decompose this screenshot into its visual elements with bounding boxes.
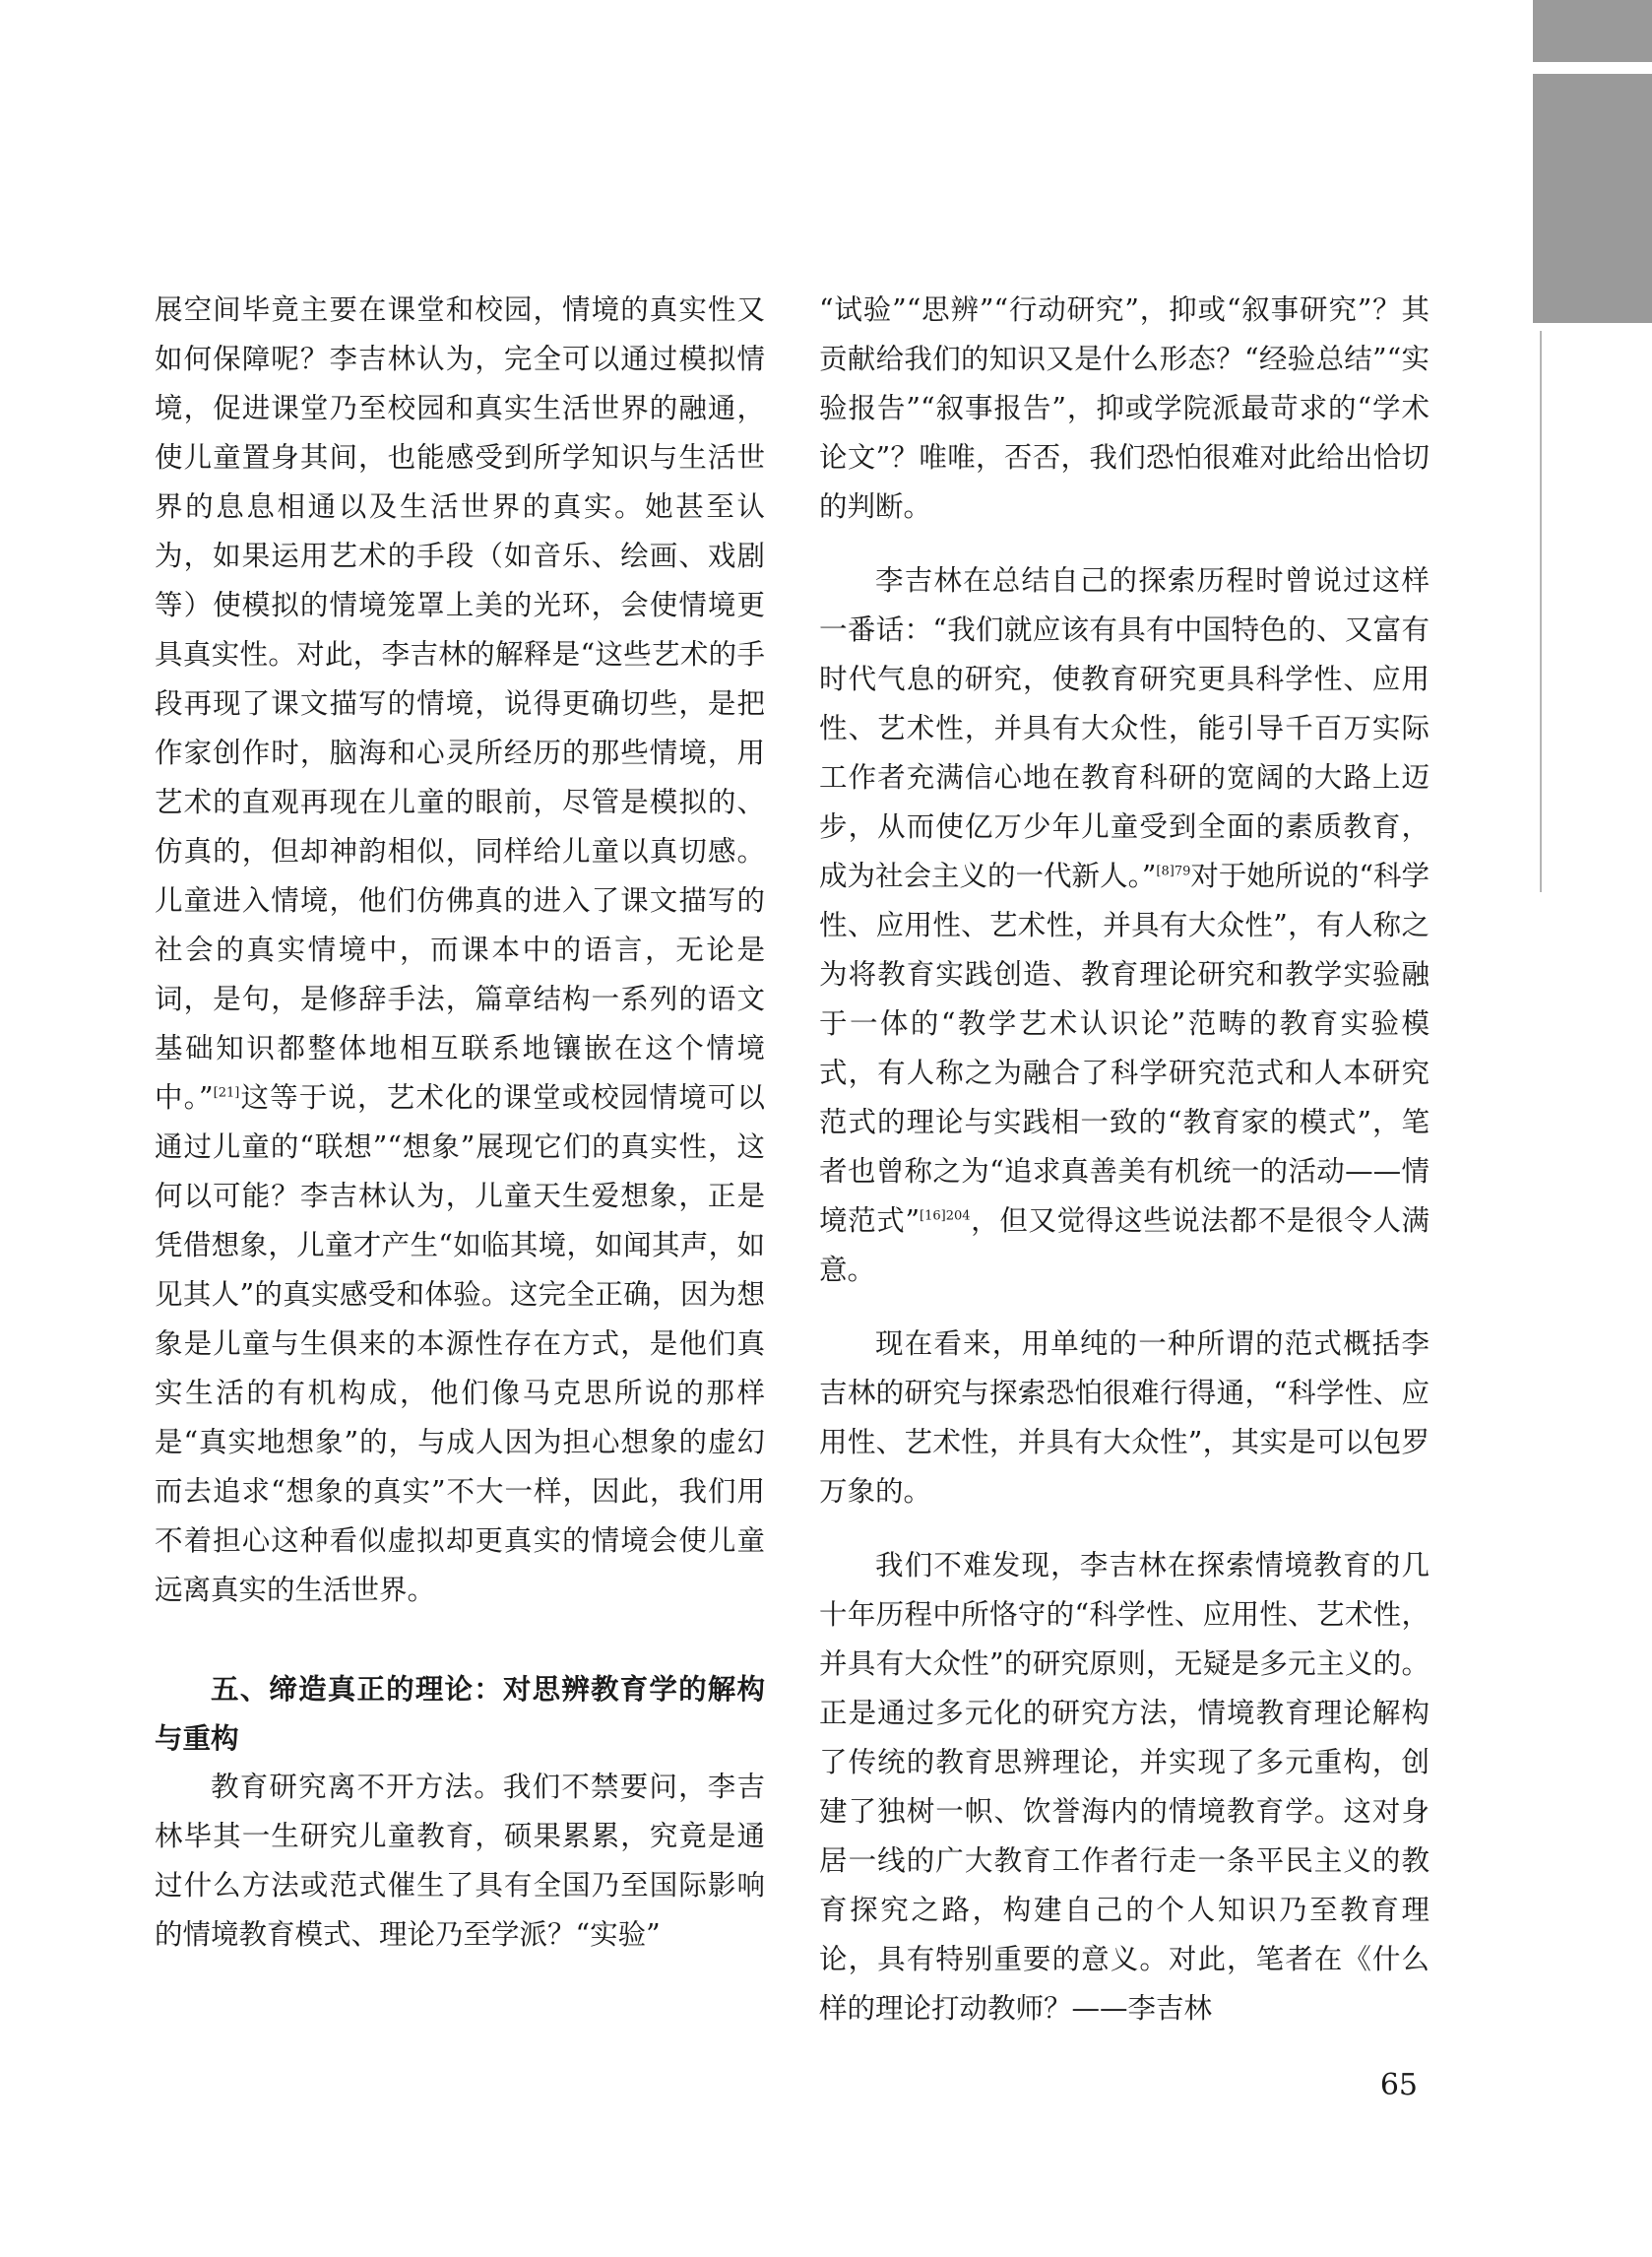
paragraph-text: 李吉林在总结自己的探索历程时曾说过这样一番话：“我们就应该有具有中国特色的、又富有时代气息的研究，使教育研究更具科学性、应用性、艺术性，并具有大众性，能引导千百万实际工作者充满信心地在教育科研的宽阔的大路上迈步，从而使亿万少年儿童受到全面的素质教育，成为社会主义的一代新人。” <box>819 564 1430 892</box>
paragraph-text: 展空间毕竟主要在课堂和校园，情境的真实性又如何保障呢？李吉林认为，完全可以通过模拟情境，促进课堂乃至校园和真实生活世界的融通，使儿童置身其间，也能感受到所学知识与生活世界的息息相通以及生活世界的真实。她甚至认为，如果运用艺术的手段（如音乐、绘画、戏剧等）使模拟的情境笼罩上美的光环，会使情境更具真实性。对此，李吉林的解释是“这些艺术的手段再现了课文描写的情境，说得更确切些，是把作家创作时，脑海和心灵所经历的那些情境，用艺术的直观再现在儿童的眼前，尽管是模拟的、仿真的，但却神韵相似，同样给儿童以真切感。儿童进入情境，他们仿佛真的进入了课文描写的社会的真实情境中，而课本中的语言，无论是词，是句，是修辞手法，篇章结构一系列的语文基础知识都整体地相互联系地镶嵌在这个情境中。” <box>155 293 765 1114</box>
paragraph: 教育研究离不开方法。我们不禁要问，李吉林毕其一生研究儿童教育，硕果累累，究竟是通过什么方法或范式催生了具有全国乃至国际影响的情境教育模式、理论乃至学派？“实验” <box>155 1771 765 1951</box>
left-column <box>155 286 765 1960</box>
citation-ref: [8]79 <box>1156 864 1191 879</box>
paragraph <box>155 286 765 1615</box>
paragraph: “试验”“思辨”“行动研究”，抑或“叙事研究”？其贡献给我们的知识又是什么形态？“经验总结”“实验报告”“叙事报告”，抑或学院派最苛求的“学术论文”？唯唯，否否，我们恐怕很难对此给出恰切的判断。 <box>819 293 1430 523</box>
paragraph: 我们不难发现，李吉林在探索情境教育的几十年历程中所恪守的“科学性、应用性、艺术性，并具有大众性”的研究原则，无疑是多元主义的。正是通过多元化的研究方法，情境教育理论解构了传统的教育思辨理论，并实现了多元重构，创建了独树一帜、饮誉海内的情境教育学。这对身居一线的广大教育工作者行走一条平民主义的教育探究之路，构建自己的个人知识乃至教育理论，具有特别重要的意义。对此，笔者在《什么样的理论打动教师？——李吉林 <box>819 1549 1430 2025</box>
citation-ref: [21] <box>213 1085 240 1101</box>
paragraph: 现在看来，用单纯的一种所谓的范式概括李吉林的研究与探索恐怕很难行得通，“科学性、应用性、艺术性，并具有大众性”，其实是可以包罗万象的。 <box>819 1327 1430 1508</box>
right-column <box>819 286 1430 2033</box>
margin-rule <box>1540 331 1542 892</box>
section-heading: 五、缔造真正的理论：对思辨教育学的解构与重构 <box>155 1672 765 1755</box>
page-number: 65 <box>1379 2068 1418 2102</box>
page-tab-marker <box>1533 0 1652 62</box>
paragraph-text: ，但又觉得这些说法都不是很令人满意。 <box>819 1204 1430 1286</box>
paragraph <box>819 556 1430 1295</box>
page-tab-marker-lower <box>1533 74 1652 323</box>
paragraph-text: 对于她所说的“科学性、应用性、艺术性，并具有大众性”，有人称之为将教育实践创造、教育理论研究和教学实验融于一体的“教学艺术认识论”范畴的教育实验模式，有人称之为融合了科学研究范式和人本研究范式的理论与实践相一致的“教育家的模式”，笔者也曾称之为“追求真善美有机统一的活动——情境范式” <box>819 860 1430 1237</box>
paragraph-text: 这等于说，艺术化的课堂或校园情境可以通过儿童的“联想”“想象”展现它们的真实性，这何以可能？李吉林认为，儿童天生爱想象，正是凭借想象，儿童才产生“如临其境，如闻其声，如见其人”的真实感受和体验。这完全正确，因为想象是儿童与生俱来的本源性存在方式，是他们真实生活的有机构成，他们像马克思所说的那样是“真实地想象”的，与成人因为担心想象的虚幻而去追求“想象的真实”不大一样，因此，我们用不着担心这种看似虚拟却更真实的情境会使儿童远离真实的生活世界。 <box>155 1081 765 1606</box>
citation-ref: [16]204 <box>920 1208 971 1224</box>
